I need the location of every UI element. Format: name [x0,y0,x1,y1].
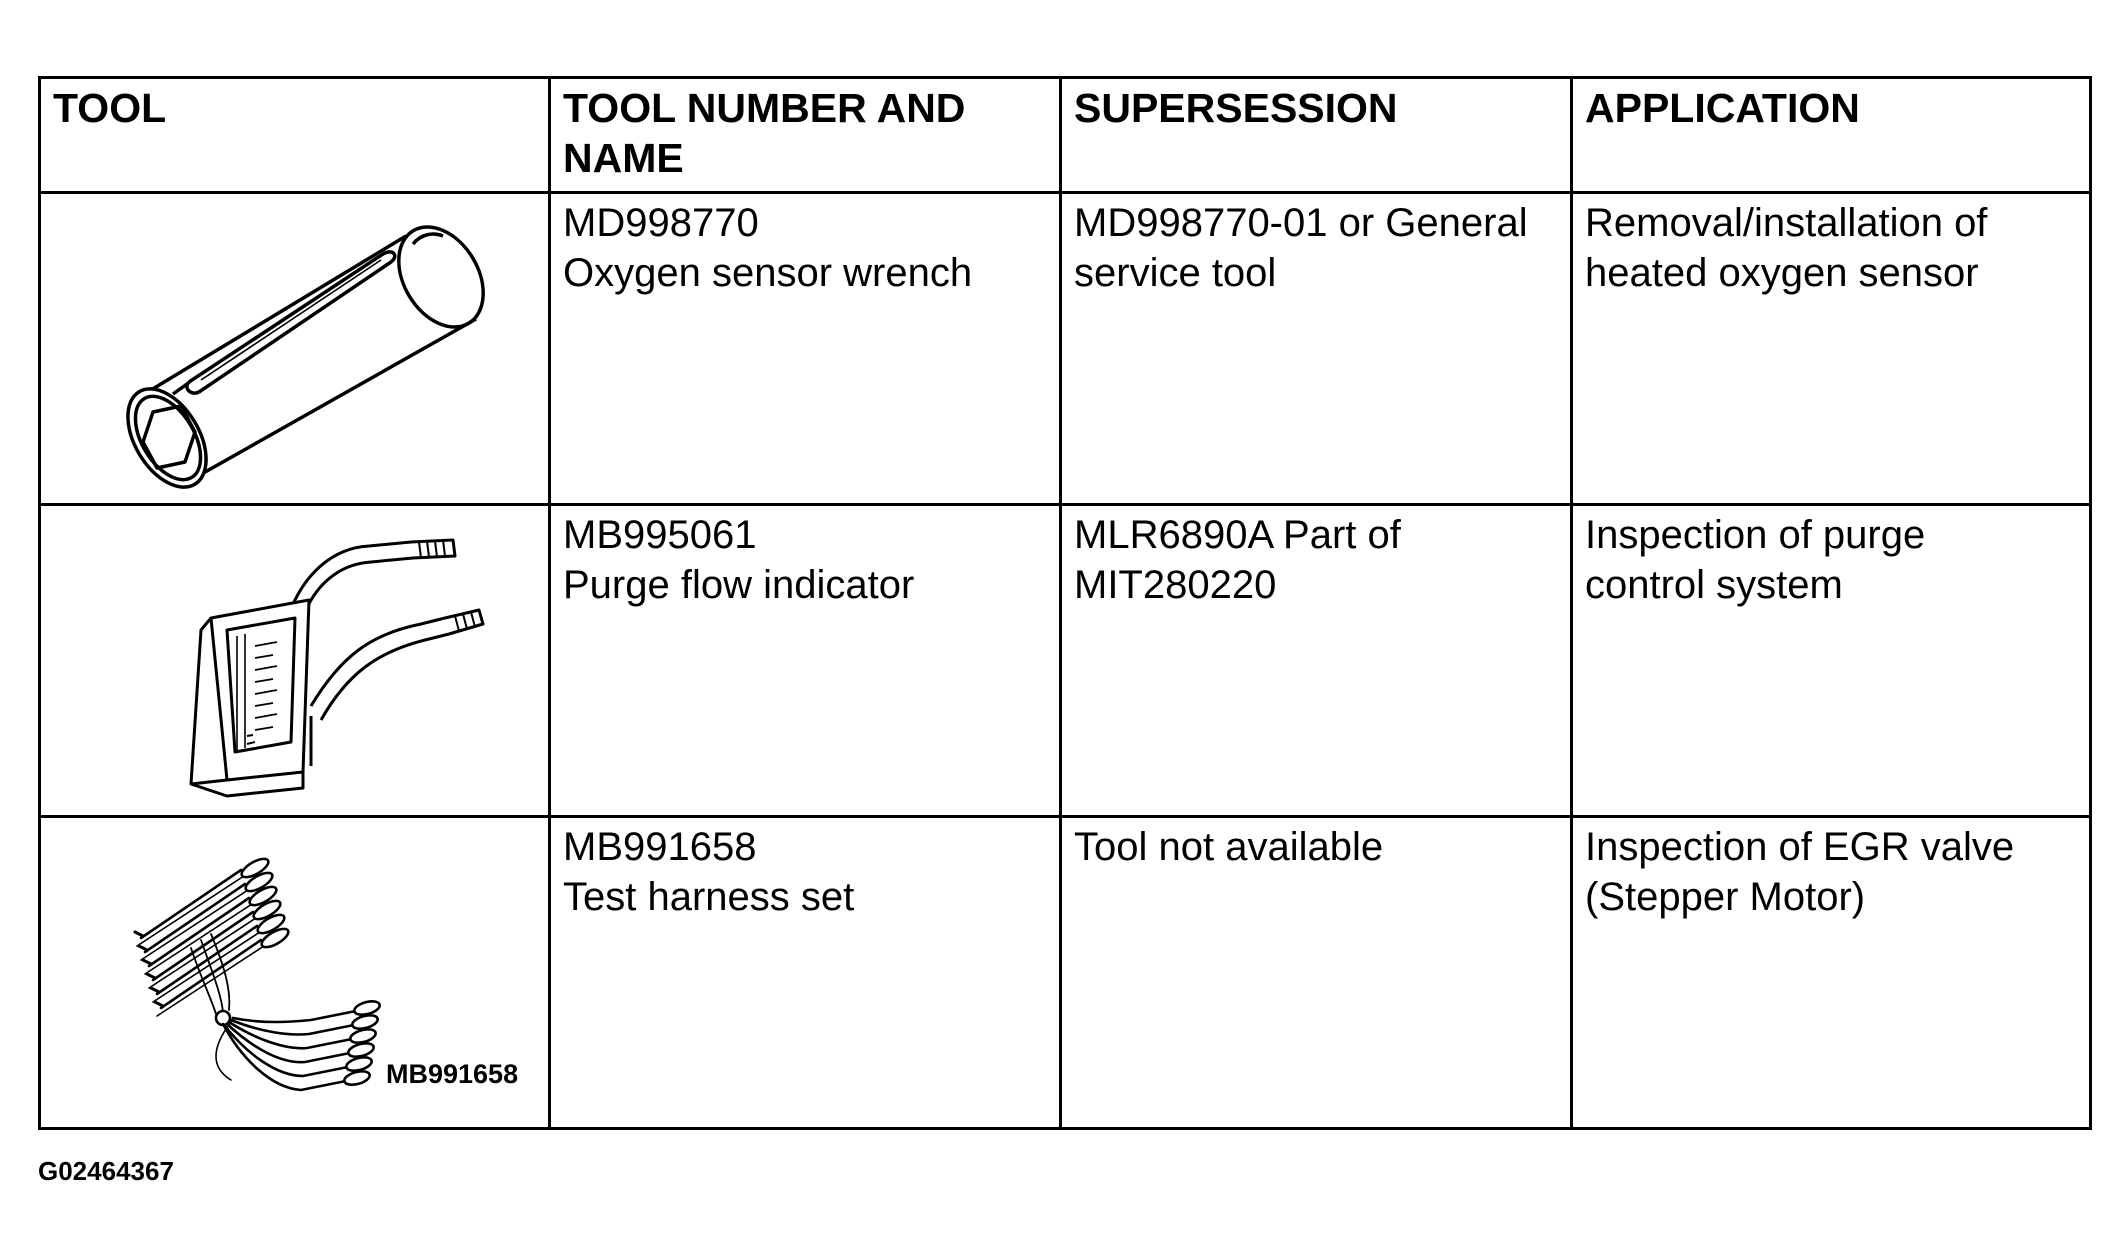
application-line2: control system [1585,563,1843,607]
header-number-line2: NAME [563,135,684,181]
supersession-line2: MIT280220 [1074,563,1277,607]
supersession-cell [1061,505,1572,817]
application-line1: Inspection of EGR valve [1585,825,2015,869]
application-cell [1572,193,2091,505]
table-row [40,817,2091,1129]
tool-name: Oxygen sensor wrench [563,251,973,295]
tool-cell [40,505,550,817]
table-row [40,193,2091,505]
tool-number-cell [550,817,1061,1129]
header-application: APPLICATION [1572,78,2091,193]
header-number-line1: TOOL NUMBER AND [563,85,966,131]
tool-name: Purge flow indicator [563,563,915,607]
oxygen-sensor-wrench-illustration [41,194,551,504]
tool-number: MB995061 [563,513,757,557]
special-tools-table [38,76,2092,1130]
tool-cell [40,817,550,1129]
tool-number-cell [550,505,1061,817]
illustration-label: MB991658 [386,1059,519,1089]
application-line1: Removal/installation of [1585,201,1988,245]
application-cell [1572,505,2091,817]
table-row [40,505,2091,817]
figure-id: G02464367 [38,1156,174,1186]
tool-number: MD998770 [563,201,759,245]
application-line2: (Stepper Motor) [1585,875,1866,919]
supersession-line1: MLR6890A Part of [1074,513,1401,557]
tool-number: MB991658 [563,825,757,869]
header-supersession: SUPERSESSION [1061,78,1572,193]
header-tool: TOOL [40,78,550,193]
application-cell [1572,817,2091,1129]
table-header-row [40,78,2091,193]
tool-name: Test harness set [563,875,855,919]
supersession-cell [1061,817,1572,1129]
purge-flow-indicator-illustration [41,506,551,816]
supersession-cell [1061,193,1572,505]
tool-cell [40,193,550,505]
application-line1: Inspection of purge [1585,513,1926,557]
supersession-line2: service tool [1074,251,1277,295]
header-tool-number-and-name [550,78,1061,193]
supersession-line1: Tool not available [1074,825,1384,869]
supersession-line1: MD998770-01 or General [1074,201,1528,245]
tool-number-cell [550,193,1061,505]
application-line2: heated oxygen sensor [1585,251,1979,295]
